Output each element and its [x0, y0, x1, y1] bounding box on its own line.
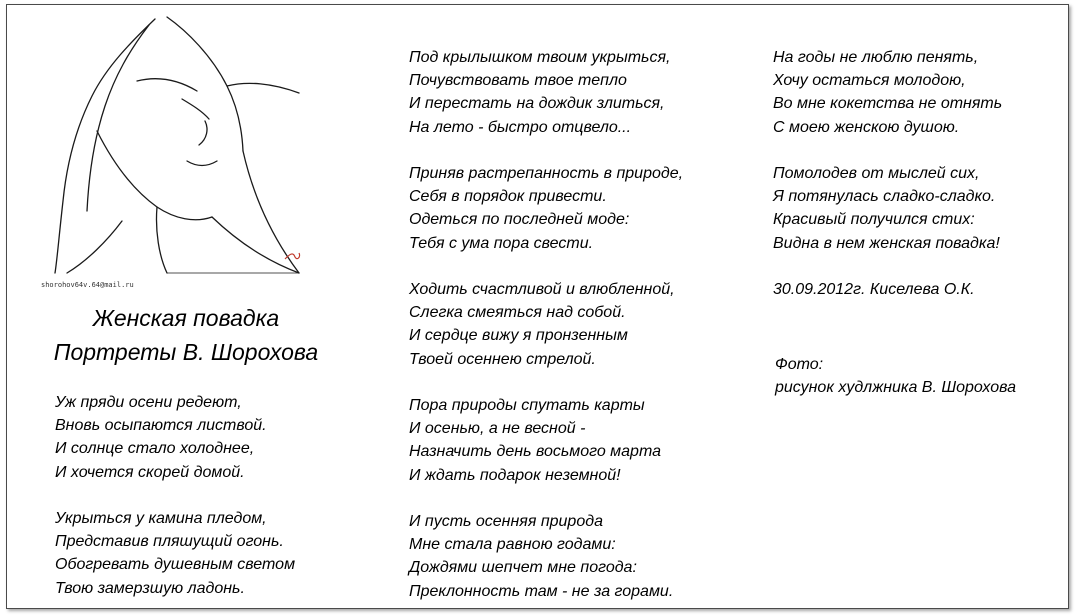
poem-line: Твою замерзшую ладонь. [55, 579, 245, 597]
poem-line: Под крылышком твоим укрыться, [409, 49, 671, 66]
poem-line: Приняв растрепанность в природе, [409, 165, 684, 182]
poem-line: Пора природы спутать карты [409, 397, 645, 414]
poem-line: Преклонность там - не за горами. [409, 582, 674, 600]
poem-column-3 [773, 46, 1002, 301]
poem-line: И ждать подарок неземной! [409, 466, 621, 484]
poem-line: Во мне кокетства не отнять [773, 95, 1003, 113]
poem-line: Твоей осеннею стрелой. [409, 350, 596, 368]
poem-line: На годы не люблю пенять, [773, 49, 979, 66]
title-line-1: Женская повадка [92, 305, 280, 331]
poem-line: Я потянулась сладко-сладко. [773, 188, 996, 206]
poem-line: С моею женскою душою. [773, 118, 960, 136]
stanza [409, 278, 683, 371]
document-title [21, 301, 351, 369]
poem-line: И сердце вижу я пронзенным [409, 327, 628, 345]
photo-credit-text: рисунок худлжника В. Шорохова [775, 379, 1017, 397]
poem-line: Видна в нем женская повадка! [773, 234, 1000, 252]
photo-credit-label: Фото: [775, 356, 824, 373]
poem-line: Вновь осыпаются листвой. [55, 417, 267, 435]
poem-line: Себя в порядок привести. [409, 188, 607, 206]
poem-line: На лето - быстро отцвело... [409, 118, 632, 136]
photo-credit [775, 353, 1016, 399]
poem-line: И солнце стало холоднее, [55, 440, 255, 458]
poem-line: Хочу остаться молодою, [773, 72, 966, 90]
poem-line: 30.09.2012г. Киселева О.К. [773, 281, 975, 298]
poem-line: Помолодев от мыслей сих, [773, 165, 980, 182]
poem-line: Тебя с ума пора свести. [409, 234, 594, 252]
stanza [773, 162, 1002, 255]
portrait-sketch [37, 11, 329, 291]
stanza [409, 394, 683, 487]
stanza [773, 278, 1002, 301]
poem-line: Слегка смеяться над собой. [409, 304, 626, 322]
poem-line: Обогревать душевным светом [55, 556, 296, 574]
poem-line: И осенью, а не весной - [409, 420, 586, 438]
stanza [55, 507, 295, 600]
poem-line: Уж пряди осени редеют, [55, 394, 242, 411]
poem-line: Почувствовать твое тепло [409, 72, 627, 90]
stanza [409, 510, 683, 603]
poem-column-1 [55, 391, 295, 600]
poem-line: Дождями шепчет мне погода: [409, 559, 637, 577]
poem-line: И пусть осенняя природа [409, 513, 603, 530]
poem-line: Одеться по последней моде: [409, 211, 630, 229]
poem-line: Назначить день восьмого марта [409, 443, 661, 461]
stanza [55, 391, 295, 484]
title-line-2: Портреты В. Шорохова [53, 339, 319, 365]
poem-line: Красивый получился стих: [773, 211, 975, 229]
artist-email: shorohov64v.64@mail.ru [41, 281, 134, 289]
poem-line: Представив пляшущий огонь. [55, 533, 284, 551]
stanza [409, 46, 683, 139]
poem-column-2 [409, 46, 683, 603]
poem-line: Ходить счастливой и влюбленной, [409, 281, 675, 298]
stanza [773, 46, 1002, 139]
document-page [6, 4, 1069, 609]
poem-line: Укрыться у камина пледом, [55, 510, 267, 527]
stanza [409, 162, 683, 255]
poem-line: И хочется скорей домой. [55, 463, 245, 481]
poem-line: И перестать на дождик злиться, [409, 95, 665, 113]
poem-line: Мне стала равною годами: [409, 536, 616, 554]
